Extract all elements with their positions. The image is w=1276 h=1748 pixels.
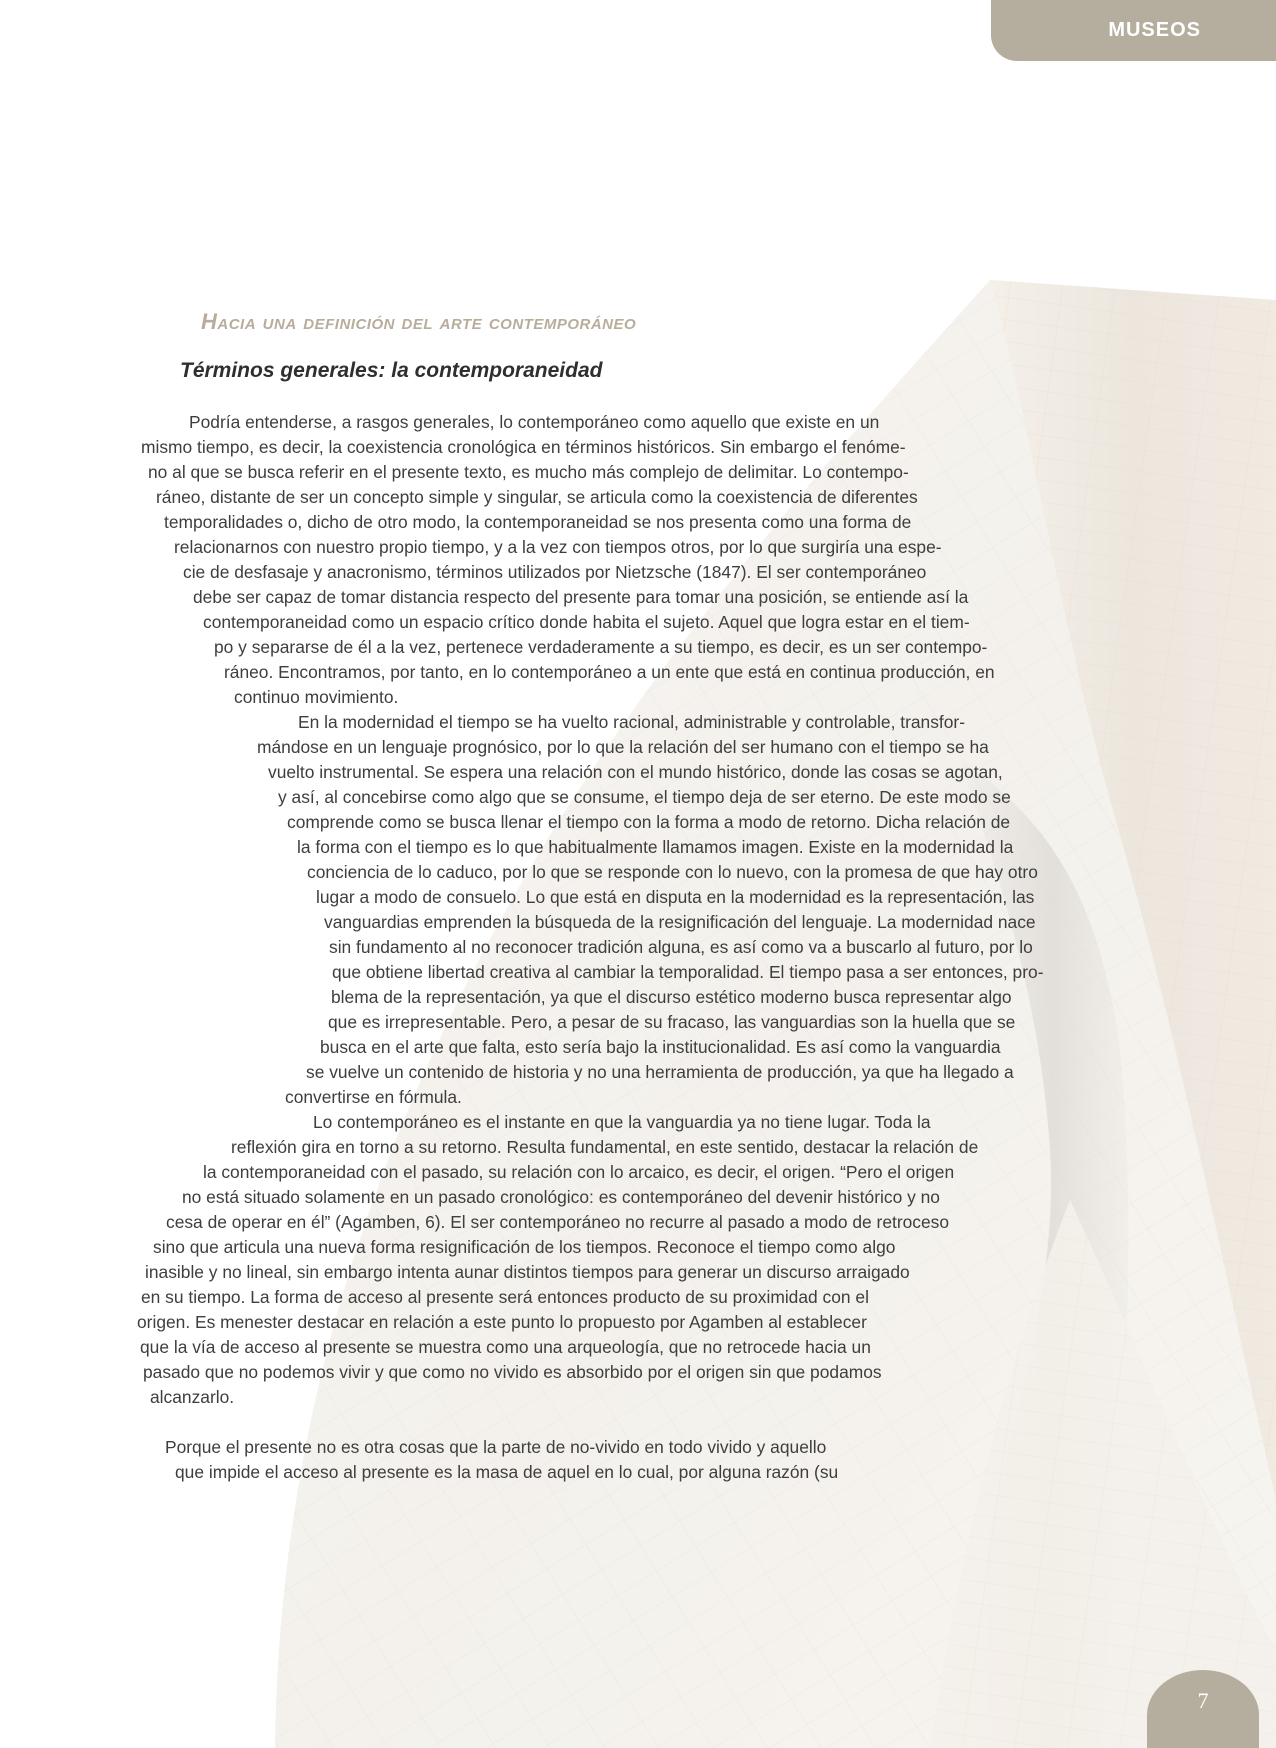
text-line: Porque el presente no es otra cosas que la parte de no-vivido en todo vivido y aquello (165, 1437, 827, 1457)
text-line: comprende como se busca llenar el tiempo con la forma a modo de retorno. Dicha relación de (287, 812, 1011, 832)
text-line: ráneo, distante de ser un concepto simple y singular, se articula como la coexistencia de diferentes (156, 487, 918, 507)
text-line: conciencia de lo caduco, por lo que se responde con lo nuevo, con la promesa de que hay otro (307, 862, 1038, 882)
text-line: sin fundamento al no reconocer tradición alguna, es así como va a buscarlo al futuro, por lo (329, 937, 1033, 957)
section-tab (991, 0, 1276, 61)
text-line: debe ser capaz de tomar distancia respecto del presente para tomar una posición, se entiende así la (193, 587, 969, 607)
text-line: continuo movimiento. (234, 687, 399, 707)
section-heading: Hacia una definición del arte contemporáneo (201, 309, 637, 334)
text-line: contemporaneidad como un espacio crítico donde habita el sujeto. Aquel que logra estar en el tiem- (203, 612, 970, 632)
text-line: relacionarnos con nuestro propio tiempo, y a la vez con tiempos otros, por lo que surgiría una espe- (174, 537, 942, 557)
text-line: temporalidades o, dicho de otro modo, la contemporaneidad se nos presenta como una forma de (164, 512, 912, 532)
text-line: que obtiene libertad creativa al cambiar la temporalidad. El tiempo pasa a ser entonces, pro- (332, 962, 1044, 982)
text-line: que impide el acceso al presente es la masa de aquel en lo cual, por alguna razón (su (175, 1462, 839, 1482)
text-line: no está situado solamente en un pasado cronológico: es contemporáneo del devenir histórico y no (182, 1187, 940, 1207)
text-line: blema de la representación, ya que el discurso estético moderno busca representar algo (331, 987, 1012, 1007)
text-line: inasible y no lineal, sin embargo intenta aunar distintos tiempos para generar un discurso arraigado (145, 1262, 910, 1282)
text-line: alcanzarlo. (150, 1387, 235, 1407)
text-line: se vuelve un contenido de historia y no una herramienta de producción, ya que ha llegado a (306, 1062, 1014, 1082)
text-line: Lo contemporáneo es el instante en que la vanguardia ya no tiene lugar. Toda la (313, 1112, 931, 1132)
section-subheading: Términos generales: la contemporaneidad (180, 359, 603, 382)
page-number: 7 (1197, 1688, 1209, 1713)
text-line: no al que se busca referir en el presente texto, es mucho más complejo de delimitar. Lo contempo- (148, 462, 909, 482)
text-line: lugar a modo de consuelo. Lo que está en disputa en la modernidad es la representación, las (316, 887, 1035, 907)
section-label: MUSEOS (1108, 19, 1201, 41)
text-line: busca en el arte que falta, esto sería bajo la institucionalidad. Es así como la vanguardia (320, 1037, 1001, 1057)
text-line: reflexión gira en torno a su retorno. Resulta fundamental, en este sentido, destacar la relación de (231, 1137, 979, 1157)
text-line: po y separarse de él a la vez, pertenece verdaderamente a su tiempo, es decir, es un ser contempo- (214, 637, 988, 657)
text-line: vanguardias emprenden la búsqueda de la resignificación del lenguaje. La modernidad nace (324, 912, 1036, 932)
text-line: pasado que no podemos vivir y que como no vivido es absorbido por el origen sin que podamos (143, 1362, 882, 1382)
text-line: cie de desfasaje y anacronismo, términos utilizados por Nietzsche (1847). El ser contemporáneo (183, 562, 927, 582)
text-line: ráneo. Encontramos, por tanto, en lo contemporáneo a un ente que está en continua producción, en (224, 662, 995, 682)
text-line: que es irrepresentable. Pero, a pesar de su fracaso, las vanguardias son la huella que se (328, 1012, 1016, 1032)
text-line: la forma con el tiempo es lo que habitualmente llamamos imagen. Existe en la modernidad la (297, 837, 1014, 857)
text-line: En la modernidad el tiempo se ha vuelto racional, administrable y controlable, transfor- (298, 712, 965, 732)
text-line: que la vía de acceso al presente se muestra como una arqueología, que no retrocede hacia un (140, 1337, 871, 1357)
text-line: en su tiempo. La forma de acceso al presente será entonces producto de su proximidad con el (141, 1287, 869, 1307)
text-line: y así, al concebirse como algo que se consume, el tiempo deja de ser eterno. De este modo se (278, 787, 1011, 807)
text-line: cesa de operar en él” (Agamben, 6). El ser contemporáneo no recurre al pasado a modo de retroceso (166, 1212, 950, 1232)
text-line: origen. Es menester destacar en relación a este punto lo propuesto por Agamben al establecer (137, 1312, 867, 1332)
text-line: convertirse en fórmula. (285, 1087, 462, 1107)
text-line: mándose en un lenguaje prognósico, por lo que la relación del ser humano con el tiempo se ha (257, 737, 989, 757)
text-line: sino que articula una nueva forma resignificación de los tiempos. Reconoce el tiempo como algo (153, 1237, 896, 1257)
text-line: mismo tiempo, es decir, la coexistencia cronológica en términos históricos. Sin embargo el fenóme- (141, 437, 906, 457)
text-line: la contemporaneidad con el pasado, su relación con lo arcaico, es decir, el origen. “Pero el origen (203, 1162, 955, 1182)
text-line: vuelto instrumental. Se espera una relación con el mundo histórico, donde las cosas se agotan, (268, 762, 1003, 782)
text-line: Podría entenderse, a rasgos generales, lo contemporáneo como aquello que existe en un (189, 412, 880, 432)
